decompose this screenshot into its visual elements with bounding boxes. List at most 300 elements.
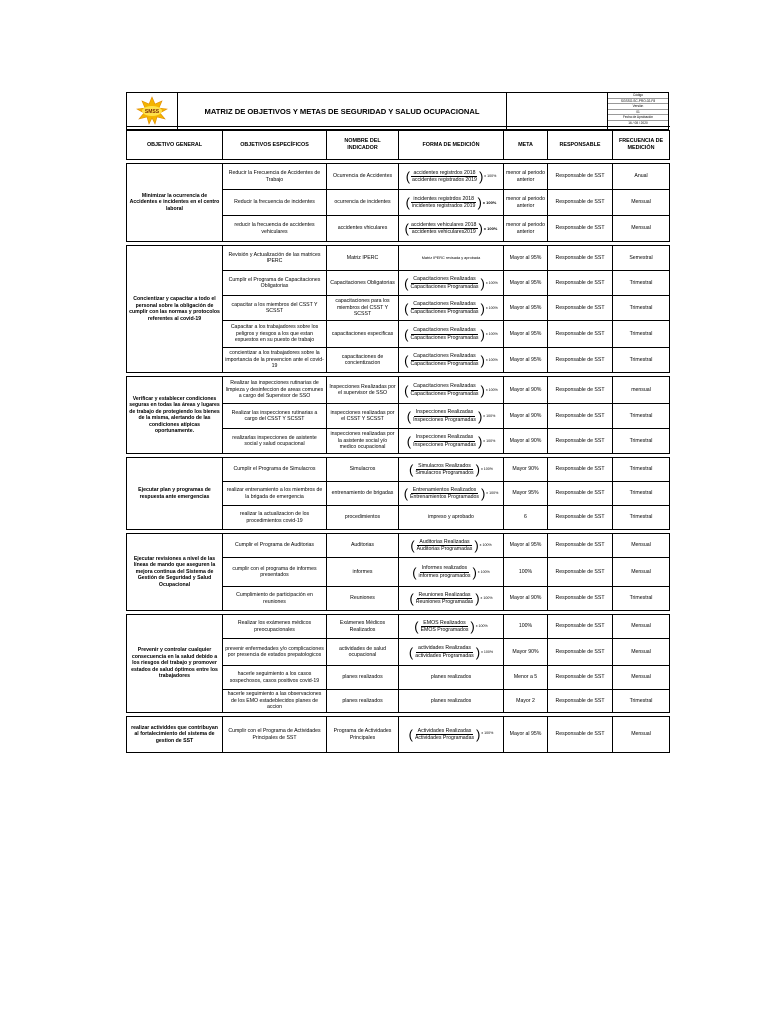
numerator: incidentes registrdos 2018 <box>413 195 474 202</box>
document-meta <box>608 93 668 129</box>
meta-cell: Mayor al 95% <box>504 246 548 271</box>
right-bracket-icon: ) <box>477 195 482 210</box>
objetivo-especifico-cell: Reducir la frecuencia de incidentes <box>223 190 327 216</box>
formula <box>401 327 501 341</box>
frecuencia-cell: Mensual <box>613 190 670 216</box>
denominator: Capacitaciones Programadas <box>410 308 479 315</box>
col-header-meta: META <box>504 131 548 160</box>
left-bracket-icon: ( <box>405 169 411 184</box>
formula <box>401 434 501 448</box>
frecuencia-cell: Mensual <box>613 558 670 587</box>
responsable-cell: Responsable de SST <box>548 246 613 271</box>
denominator: EMOS Programados <box>420 627 469 633</box>
table-row <box>127 717 670 753</box>
multiplier: x 100% <box>479 543 492 548</box>
indicador-cell: actividades de salud ocupacional <box>327 639 399 666</box>
meta-line: Versión <box>608 104 668 110</box>
meta-cell: Mayor 90% <box>504 639 548 666</box>
frecuencia-cell: Trimestral <box>613 506 670 530</box>
denominator: Auditorias Programadas <box>416 546 473 552</box>
objetivo-general-cell: Ejecutar plan y programas de respuesta ante emergencias <box>127 458 223 530</box>
meta-cell: Mayor al 95% <box>504 271 548 296</box>
objetivo-especifico-cell: Realizar los exámenes médicos preocupacionales <box>223 615 327 639</box>
numerator: accidentes vehiculares 2018 <box>410 221 477 228</box>
right-bracket-icon: ) <box>470 619 475 634</box>
frecuencia-cell: Mensual <box>613 615 670 639</box>
table-header-row <box>127 131 670 160</box>
responsable-cell: Responsable de SST <box>548 482 613 506</box>
fraction <box>410 170 479 184</box>
frecuencia-cell: Mensual <box>613 639 670 666</box>
denominator: Simulacros Programados <box>415 470 474 476</box>
frecuencia-cell: Semestral <box>613 246 670 271</box>
frecuencia-cell: Trimestral <box>613 296 670 321</box>
indicador-cell: accidentes vhiculares <box>327 216 399 242</box>
multiplier: x 100% <box>485 305 498 310</box>
forma-medicion-cell <box>399 615 504 639</box>
indicador-cell: inspecciones realizadas por la asistente social y/o medico ocupacional <box>327 429 399 454</box>
indicador-cell: Reuniones <box>327 587 399 611</box>
meta-line: 16 / 08 / 2020 <box>628 120 648 125</box>
frecuencia-cell: Trimestral <box>613 482 670 506</box>
left-bracket-icon: ( <box>409 462 414 477</box>
indicador-cell: capacitaciones de concientizacion <box>327 348 399 373</box>
meta-cell: 6 <box>504 506 548 530</box>
frecuencia-cell: Trimestral <box>613 321 670 348</box>
forma-medicion-text: impreso y aprobado <box>428 514 474 521</box>
fraction <box>414 592 475 606</box>
responsable-cell: Responsable de SST <box>548 164 613 190</box>
objetivo-especifico-cell: Reducir la Frecuencia de Accidentes de Trabajo <box>223 164 327 190</box>
denominator: Capacitaciones Programadas <box>410 283 479 290</box>
indicador-cell: ocurrencia de incidentes <box>327 190 399 216</box>
responsable-cell: Responsable de SST <box>548 615 613 639</box>
meta-cell: Mayor al 90% <box>504 587 548 611</box>
responsable-cell: Responsable de SST <box>548 717 613 753</box>
multiplier: x 100% <box>481 730 494 735</box>
meta-cell: Mayor al 95% <box>504 348 548 373</box>
forma-medicion-text: Matriz IPERC revisada y aprobada <box>421 255 481 260</box>
indicador-cell: Ocurrencia de Accidentes <box>327 164 399 190</box>
table-row <box>127 615 670 639</box>
fraction <box>413 728 476 742</box>
indicador-cell: Capacitaciones Obligatorias <box>327 271 399 296</box>
right-bracket-icon: ) <box>480 486 486 501</box>
indicador-cell: Inspecciones Realizadas por el supervisor de SSO <box>327 377 399 404</box>
forma-medicion-cell <box>399 271 504 296</box>
table-body <box>127 164 670 753</box>
responsable-cell: Responsable de SST <box>548 506 613 530</box>
frecuencia-cell: Mensual <box>613 666 670 690</box>
forma-medicion-text: planes realizados <box>430 697 472 704</box>
meta-cell: Mayor 95% <box>504 482 548 506</box>
meta-cell: Mayor al 90% <box>504 377 548 404</box>
formula <box>401 170 501 184</box>
meta-cell: Mayor al 95% <box>504 534 548 558</box>
responsable-cell: Responsable de SST <box>548 666 613 690</box>
multiplier: x 100% <box>480 467 493 472</box>
frecuencia-cell: Mensual <box>613 534 670 558</box>
objetivo-especifico-cell: cumplir con el programa de informes presentados <box>223 558 327 587</box>
objetivo-especifico-cell: Cumplir el Programa de Auditorias <box>223 534 327 558</box>
numerator: Entrenamientos Realizados <box>412 486 477 493</box>
meta-cell: Mayor al 90% <box>504 404 548 429</box>
multiplier: x 100% <box>485 387 498 392</box>
objetivo-especifico-cell: Cumplir el Programa de Capacitaciones Obligatorias <box>223 271 327 296</box>
meta-line: SGSSO-SC-PRO-02-F8 <box>608 99 668 105</box>
indicador-cell: capacitaciones especificas <box>327 321 399 348</box>
objetivo-especifico-cell: Cumplir con el Programa de Actividades Principales de SST <box>223 717 327 753</box>
left-bracket-icon: ( <box>408 644 414 660</box>
objetivo-general-cell: Prevenir y controlar cualquier consecuencia en la salud debido a los riesgos del trabajo y promover estados de salud óptimos entre los trabajadores <box>127 615 223 713</box>
meta-cell: Mayor al 95% <box>504 717 548 753</box>
right-bracket-icon: ) <box>474 538 479 553</box>
objetivo-general-cell: realizar actividdes que contribuyan al fortalecimiento del sistema de gestion de SST <box>127 717 223 753</box>
indicador-cell: Exámenes Médicos Realizados <box>327 615 399 639</box>
indicador-cell: capacitaciones para los miembros del CSST Y SCSST <box>327 296 399 321</box>
multiplier: x 100% <box>484 174 497 179</box>
responsable-cell: Responsable de SST <box>548 690 613 713</box>
forma-medicion-cell <box>399 458 504 482</box>
company-logo <box>127 93 178 129</box>
frecuencia-cell: Trimestral <box>613 429 670 454</box>
objetivo-especifico-cell: realizar entrenamiento a los miembros de la brigada de emergencia <box>223 482 327 506</box>
right-bracket-icon: ) <box>480 275 485 291</box>
left-bracket-icon: ( <box>412 564 417 580</box>
document-header <box>126 92 669 130</box>
frecuencia-cell: Mensual <box>613 717 670 753</box>
svg-text:SMSS: SMSS <box>144 109 160 115</box>
multiplier: x 100% <box>486 491 499 496</box>
meta-cell: Mayor 90% <box>504 458 548 482</box>
meta-cell: Mayor 2 <box>504 690 548 713</box>
responsable-cell: Responsable de SST <box>548 558 613 587</box>
responsable-cell: Responsable de SST <box>548 377 613 404</box>
denominator: Capacitaciones Programadas <box>410 334 479 341</box>
fraction <box>411 434 478 448</box>
forma-medicion-cell <box>399 506 504 530</box>
right-bracket-icon: ) <box>475 462 480 477</box>
formula <box>401 222 501 236</box>
objetivo-especifico-cell: prevenir enfermedades y/o complicaciones por presencia de estados prepatologicos <box>223 639 327 666</box>
frecuencia-cell: mensual <box>613 377 670 404</box>
formula <box>401 463 501 477</box>
formula <box>401 383 501 397</box>
responsable-cell: Responsable de SST <box>548 458 613 482</box>
formula <box>401 645 501 659</box>
frecuencia-cell: Trimestral <box>613 587 670 611</box>
formula <box>401 728 501 742</box>
numerator: Auditorias Realizadas <box>419 538 470 545</box>
matrix-sheet <box>126 92 669 744</box>
meta-cell: Mayor al 95% <box>504 321 548 348</box>
frecuencia-cell: Trimestral <box>613 271 670 296</box>
responsable-cell: Responsable de SST <box>548 534 613 558</box>
objetivo-general-cell: Concientizar y capacitar a todo el personal sobre la obligación de cumplir con las normas y protocolos referentes al covid-19 <box>127 246 223 373</box>
responsable-cell: Responsable de SST <box>548 271 613 296</box>
left-bracket-icon: ( <box>410 538 415 553</box>
left-bracket-icon: ( <box>404 382 409 398</box>
right-bracket-icon: ) <box>472 564 477 580</box>
objetivo-especifico-cell: hacerle seguimiento a las observaciones de los EMO estadeblecidos planes de accion <box>223 690 327 713</box>
left-bracket-icon: ( <box>404 352 409 368</box>
objetivo-especifico-cell: realizarlas inspecciones de asistente social y salud ocupacional <box>223 429 327 454</box>
objectives-table <box>126 126 670 753</box>
multiplier: x 100% <box>483 226 498 231</box>
objetivo-general-cell: Ejecutar revisiones a nivel de las líneas de mando que aseguren la mejora continua del Sistema de Gestión de Seguridad y Salud Ocupacional <box>127 534 223 611</box>
forma-medicion-cell <box>399 639 504 666</box>
forma-medicion-cell <box>399 482 504 506</box>
right-bracket-icon: ) <box>477 433 483 449</box>
responsable-cell: Responsable de SST <box>548 190 613 216</box>
responsable-cell: Responsable de SST <box>548 639 613 666</box>
left-bracket-icon: ( <box>414 619 419 634</box>
table-row <box>127 377 670 404</box>
formula <box>401 276 501 290</box>
formula <box>401 353 501 367</box>
responsable-cell: Responsable de SST <box>548 404 613 429</box>
multiplier: x 100% <box>485 331 498 336</box>
numerator: Capacitaciones Realizadas <box>413 301 476 307</box>
forma-medicion-cell <box>399 348 504 373</box>
fraction <box>408 383 480 397</box>
indicador-cell: procedimientos <box>327 506 399 530</box>
meta-line: Fecha de Aprobación <box>608 115 668 121</box>
forma-medicion-cell <box>399 717 504 753</box>
frecuencia-cell: Anual <box>613 164 670 190</box>
left-bracket-icon: ( <box>408 727 413 742</box>
forma-medicion-cell <box>399 666 504 690</box>
objetivo-general-cell: Minimizar la ocurrencia de Accidentes e incidentes en el centro laboral <box>127 164 223 242</box>
formula <box>401 409 501 423</box>
header-blank-cell <box>507 93 608 129</box>
right-bracket-icon: ) <box>480 326 485 342</box>
numerator: Inspecciones Realizadas <box>415 409 474 415</box>
objetivo-especifico-cell: capacitar a los miembros del CSST Y SCSST <box>223 296 327 321</box>
forma-medicion-cell <box>399 587 504 611</box>
table-row <box>127 534 670 558</box>
frecuencia-cell: Trimestral <box>613 404 670 429</box>
denominator: informes programados <box>418 572 471 579</box>
fraction <box>408 327 480 341</box>
denominator: Capacitaciones Programadas <box>410 390 479 397</box>
forma-medicion-cell <box>399 429 504 454</box>
frecuencia-cell: Trimestral <box>613 690 670 713</box>
left-bracket-icon: ( <box>404 300 409 316</box>
col-header-frecuencia: FRECUENCIA DE MEDICIÓN <box>613 131 670 160</box>
formula <box>401 539 501 553</box>
numerator: Capacitaciones Realizadas <box>413 276 476 282</box>
fraction <box>408 301 480 315</box>
responsable-cell: Responsable de SST <box>548 216 613 242</box>
denominator: Actividades Programadas <box>414 735 475 741</box>
denominator: Inspecciones Programadas <box>413 416 476 423</box>
indicador-cell: inspecciones realizadas por el CSST Y SCSST <box>327 404 399 429</box>
denominator: incidentes registrados 2019 <box>411 203 476 209</box>
col-header-objetivos-especificos: OBJETIVOS ESPECÍFICOS <box>223 131 327 160</box>
fraction <box>408 487 481 501</box>
meta-cell: 100% <box>504 615 548 639</box>
objetivo-especifico-cell: Cumplimiento de participación en reuniones <box>223 587 327 611</box>
sun-logo-icon <box>127 93 177 129</box>
denominator: Capacitaciones Programadas <box>410 360 479 367</box>
right-bracket-icon: ) <box>475 591 480 606</box>
col-header-responsable: RESPONSABLE <box>548 131 613 160</box>
responsable-cell: Responsable de SST <box>548 296 613 321</box>
multiplier: x 100% <box>483 438 496 443</box>
left-bracket-icon: ( <box>404 275 409 291</box>
fraction <box>411 409 478 423</box>
numerator: Simulacros Realizados <box>418 462 471 469</box>
fraction <box>408 276 480 290</box>
fraction <box>419 620 471 634</box>
objetivo-especifico-cell: concientizar a los trabajadores sobre la importancia de la prevencion ante el covid-19 <box>223 348 327 373</box>
formula <box>401 565 501 579</box>
objetivo-especifico-cell: Realizar las inspecciones rutinarias a cargo del CSST Y SCSST <box>223 404 327 429</box>
indicador-cell: entrenamiento de brigadas <box>327 482 399 506</box>
left-bracket-icon: ( <box>406 408 412 424</box>
forma-medicion-cell <box>399 321 504 348</box>
indicador-cell: Programa de Actividades Principales <box>327 717 399 753</box>
multiplier: x 100% <box>480 596 493 601</box>
numerator: Informes realizados <box>421 565 468 571</box>
meta-line: Código <box>608 93 668 99</box>
indicador-cell: Simulacros <box>327 458 399 482</box>
right-bracket-icon: ) <box>477 408 483 424</box>
forma-medicion-cell <box>399 164 504 190</box>
table-row <box>127 164 670 190</box>
objetivo-especifico-cell: Realizar las inspecciones rutinarias de limpieza y desinfeccion de areas comunes a cargo del Supervisor de SSO <box>223 377 327 404</box>
frecuencia-cell: Mensual <box>613 216 670 242</box>
fraction <box>413 645 476 659</box>
objetivo-especifico-cell: Capacitar a los trabajadores sobre los peligros y riesgos a los que estan expuestos en su puesto de trabajo <box>223 321 327 348</box>
meta-cell: 100% <box>504 558 548 587</box>
denominator: Reuniones Programadas <box>415 599 474 605</box>
fraction <box>413 463 475 477</box>
objetivo-especifico-cell: hacerle seguimiento a los casos sospechosos, casos positivos covid-19 <box>223 666 327 690</box>
fraction <box>409 222 478 236</box>
table-row <box>127 458 670 482</box>
indicador-cell: Auditorias <box>327 534 399 558</box>
forma-medicion-cell <box>399 216 504 242</box>
forma-medicion-cell <box>399 190 504 216</box>
forma-medicion-cell <box>399 404 504 429</box>
meta-cell: menor al periodo anterior <box>504 190 548 216</box>
formula <box>401 592 501 606</box>
col-header-nombre-indicador: NOMBRE DEL INDICADOR <box>327 131 399 160</box>
indicador-cell: Matriz IPERC <box>327 246 399 271</box>
frecuencia-cell: Trimestral <box>613 458 670 482</box>
left-bracket-icon: ( <box>404 326 409 342</box>
formula <box>401 301 501 315</box>
forma-medicion-cell <box>399 377 504 404</box>
numerator: EMOS Realizados <box>423 619 466 626</box>
fraction <box>410 196 477 210</box>
numerator: Capacitaciones Realizadas <box>413 353 476 359</box>
meta-line: 01 <box>608 110 668 116</box>
left-bracket-icon: ( <box>403 486 409 501</box>
multiplier: x 100% <box>485 357 498 362</box>
forma-medicion-cell <box>399 246 504 271</box>
denominator: Inspecciones Programadas <box>413 441 476 448</box>
forma-medicion-cell <box>399 558 504 587</box>
objetivo-especifico-cell: reducir la frecuencia de accidentes vehiculares <box>223 216 327 242</box>
multiplier: x 100% <box>483 413 496 418</box>
formula <box>401 620 501 634</box>
multiplier: x 100% <box>481 649 494 654</box>
objetivo-especifico-cell: realizar la actualizacion de los procedimientos covid-19 <box>223 506 327 530</box>
numerator: Capacitaciones Realizadas <box>413 327 476 333</box>
left-bracket-icon: ( <box>409 591 414 606</box>
numerator: Actividades Realizadas <box>417 727 472 734</box>
objetivo-especifico-cell: Cumplir el Programa de Simulacros <box>223 458 327 482</box>
left-bracket-icon: ( <box>404 221 409 236</box>
formula <box>401 196 501 210</box>
forma-medicion-cell <box>399 690 504 713</box>
denominator: actividades Programadas <box>415 652 474 659</box>
left-bracket-icon: ( <box>405 195 410 210</box>
numerator: Capacitaciones Realizadas <box>413 383 476 389</box>
numerator: accidentes registrdos 2018 <box>413 169 476 176</box>
objetivo-especifico-cell: Revisión y Actualización de las matrices IPERC <box>223 246 327 271</box>
right-bracket-icon: ) <box>476 727 481 742</box>
meta-cell: Menor a 5 <box>504 666 548 690</box>
indicador-cell: planes realizados <box>327 666 399 690</box>
right-bracket-icon: ) <box>475 644 481 660</box>
responsable-cell: Responsable de SST <box>548 348 613 373</box>
right-bracket-icon: ) <box>480 382 485 398</box>
indicador-cell: informes <box>327 558 399 587</box>
numerator: Inspecciones Realizadas <box>415 434 474 440</box>
denominator: accidentes vehiculares2019 <box>411 229 476 235</box>
multiplier: x 100% <box>482 200 497 205</box>
left-bracket-icon: ( <box>406 433 412 449</box>
right-bracket-icon: ) <box>480 300 485 316</box>
col-header-objetivo-general: OBJETIVO GENERAL <box>127 131 223 160</box>
multiplier: x 100% <box>485 280 498 285</box>
forma-medicion-text: planes realizados <box>430 674 472 681</box>
right-bracket-icon: ) <box>480 352 485 368</box>
forma-medicion-cell <box>399 296 504 321</box>
denominator: Entrenamientos Programados <box>410 494 479 500</box>
fraction <box>408 353 480 367</box>
meta-cell: menor al periodo anterior <box>504 164 548 190</box>
responsable-cell: Responsable de SST <box>548 587 613 611</box>
multiplier: x 100% <box>477 569 490 574</box>
page-title: MATRIZ DE OBJETIVOS Y METAS DE SEGURIDAD Y SALUD OCUPACIONAL <box>178 93 507 129</box>
right-bracket-icon: ) <box>478 169 484 184</box>
multiplier: x 100% <box>475 624 488 629</box>
fraction <box>415 539 475 553</box>
meta-cell: menor al periodo anterior <box>504 216 548 242</box>
table-row <box>127 246 670 271</box>
fraction <box>417 565 473 579</box>
denominator: accidentes registrados 2019 <box>412 177 477 183</box>
objetivo-general-cell: Verificar y establecer condiciones seguras en todas las áreas y lugares de trabajo de protegiendo los bienes de la misma, alertando de las condiciones atípicas oportunamente. <box>127 377 223 454</box>
responsable-cell: Responsable de SST <box>548 429 613 454</box>
numerator: actividades Realizadas <box>417 645 472 651</box>
frecuencia-cell: Trimestral <box>613 348 670 373</box>
formula <box>401 487 501 501</box>
right-bracket-icon: ) <box>478 221 483 236</box>
forma-medicion-cell <box>399 534 504 558</box>
col-header-forma-medicion: FORMA DE MEDICIÓN <box>399 131 504 160</box>
meta-cell: Mayor al 95% <box>504 296 548 321</box>
indicador-cell: planes realizados <box>327 690 399 713</box>
meta-cell: Mayor al 90% <box>504 429 548 454</box>
responsable-cell: Responsable de SST <box>548 321 613 348</box>
numerator: Reuniones Realizadas <box>418 591 471 598</box>
